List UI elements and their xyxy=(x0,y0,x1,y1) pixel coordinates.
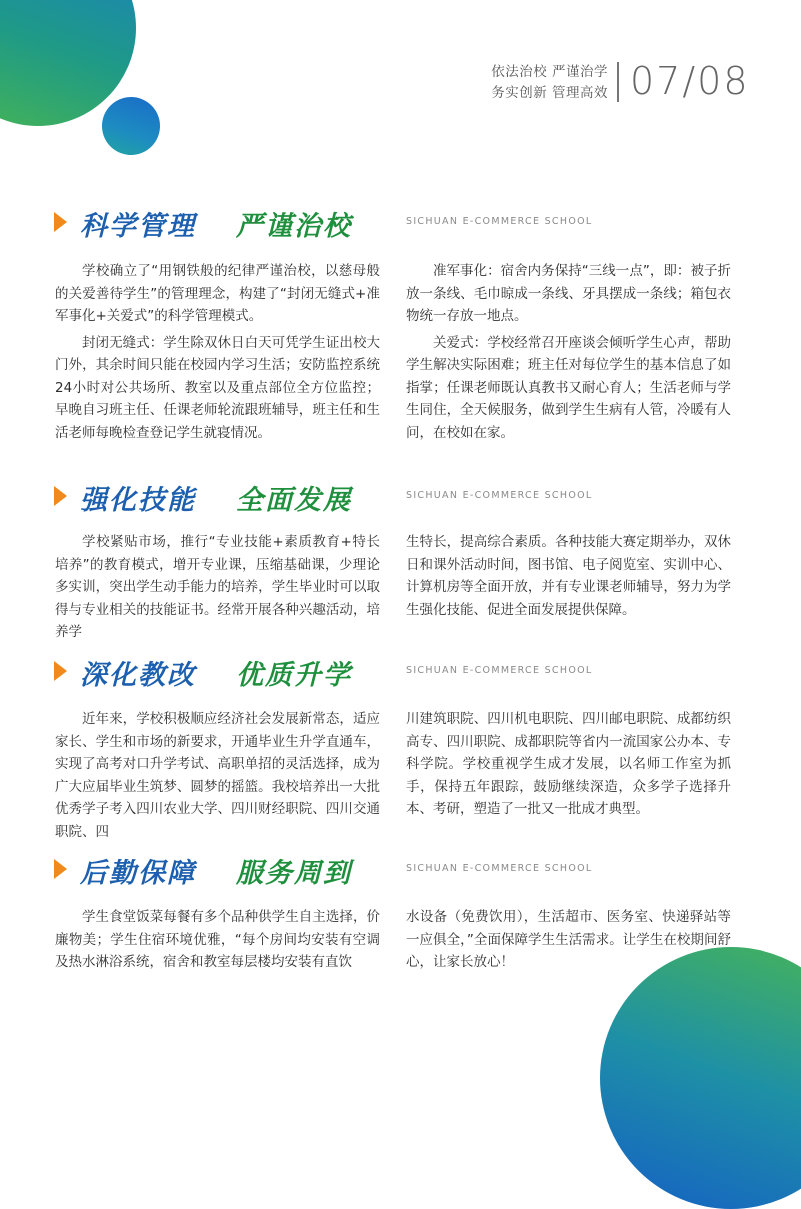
paragraph: 封闭无缝式：学生除双休日白天可凭学生证出校大门外，其余时间只能在校园内学习生活；安防监控系统24小时对公共场所、教室以及重点部位全方位监控；早晚自习班主任、任课老师轮流跟班辅导，班主任和生活老师每晚检查登记学生就寝情况。 xyxy=(55,334,380,441)
paragraph: 学校确立了“用钢铁般的纪律严谨治校，以慈母般的关爱善待学生”的管理理念，构建了“封闭无缝式+准军事化+关爱式”的科学管理模式。 xyxy=(55,263,380,324)
paragraph: 关爱式：学校经常召开座谈会倾听学生心声，帮助学生解决实际困难；班主任对每位学生的基本信息了如指掌；任课老师既认真教书又耐心育人；生活老师与学生同住，全天候服务，做到学生生病有人管，冷暖有人问，在校如在家。 xyxy=(406,334,731,441)
section-title-primary: 深化教改 xyxy=(80,660,196,691)
section-title-secondary: 服务周到 xyxy=(236,858,352,889)
section-2-right-column xyxy=(406,531,731,625)
section-title-secondary: 优质升学 xyxy=(236,660,352,691)
section-3-right-column xyxy=(406,708,731,825)
header-divider xyxy=(617,62,619,102)
section-3-left-column xyxy=(55,708,380,847)
section-4-right-column xyxy=(406,906,731,978)
section-2-left-column xyxy=(55,531,380,648)
decorative-circle-corner xyxy=(600,947,801,1209)
page-number: 07/08 xyxy=(630,59,750,103)
section-heading-3 xyxy=(54,655,754,691)
slogan-line-2: 务实创新 管理高效 xyxy=(491,85,608,101)
header-slogan xyxy=(474,62,608,104)
paragraph: 近年来，学校积极顺应经济社会发展新常态，适应家长、学生和市场的新要求，开通毕业生升学直通车，实现了高考对口升学考试、高职单招的灵活选择，成为广大应届毕业生筑梦、圆梦的摇篮。我校培养出一大批优秀学子考入四川农业大学、四川财经职院、四川交通职院、四 xyxy=(55,711,380,840)
section-1-right-column xyxy=(406,260,731,448)
section-heading-2 xyxy=(54,480,754,516)
section-title-secondary: 全面发展 xyxy=(236,485,352,516)
arrow-icon xyxy=(54,859,67,879)
arrow-icon xyxy=(54,486,67,506)
paragraph: 川建筑职院、四川机电职院、四川邮电职院、成都纺织高专、四川职院、成都职院等省内一流国家公办本、专科学院。学校重视学生成才发展，以名师工作室为抓手，保持五年跟踪，鼓励继续深造，众多学子选择升本、考研，塑造了一批又一批成才典型。 xyxy=(406,711,731,817)
paragraph: 学生食堂饭菜每餐有多个品种供学生自主选择，价廉物美；学生住宿环境优雅，“每个房间均安装有空调及热水淋浴系统，宿舍和教室每层楼均安装有直饮 xyxy=(55,909,380,970)
section-title-primary: 后勤保障 xyxy=(80,858,196,889)
paragraph: 准军事化：宿舍内务保持“三线一点”，即：被子折放一条线、毛巾晾成一条线、牙具摆成一条线；箱包衣物统一存放一地点。 xyxy=(406,263,731,324)
school-name-en: SICHUAN E-COMMERCE SCHOOL xyxy=(406,863,593,874)
section-title-primary: 强化技能 xyxy=(80,485,196,516)
school-name-en: SICHUAN E-COMMERCE SCHOOL xyxy=(406,216,593,227)
section-4-left-column xyxy=(55,906,380,978)
section-title-primary: 科学管理 xyxy=(80,211,196,242)
slogan-line-1: 依法治校 严谨治学 xyxy=(491,64,608,80)
section-1-left-column xyxy=(55,260,380,448)
school-name-en: SICHUAN E-COMMERCE SCHOOL xyxy=(406,665,593,676)
paragraph: 生特长，提高综合素质。各种技能大赛定期举办，双休日和课外活动时间，图书馆、电子阅览室、实训中心、计算机房等全面开放，并有专业课老师辅导，努力为学生强化技能、促进全面发展提供保障。 xyxy=(406,534,731,618)
paragraph: 水设备（免费饮用），生活超市、医务室、快递驿站等一应俱全，”全面保障学生生活需求。让学生在校期间舒心，让家长放心！ xyxy=(406,909,731,970)
section-heading-1 xyxy=(54,206,754,242)
school-name-en: SICHUAN E-COMMERCE SCHOOL xyxy=(406,490,593,501)
decorative-circle-small xyxy=(102,97,160,155)
section-title-secondary: 严谨治校 xyxy=(236,211,352,242)
arrow-icon xyxy=(54,661,67,681)
section-heading-4 xyxy=(54,853,754,889)
paragraph: 学校紧贴市场，推行“专业技能+素质教育+特长培养”的教育模式，增开专业课，压缩基础课，少理论多实训，突出学生动手能力的培养，学生毕业时可以取得与专业相关的技能证书。经常开展各种兴趣活动，培养学 xyxy=(55,534,380,640)
arrow-icon xyxy=(54,212,67,232)
